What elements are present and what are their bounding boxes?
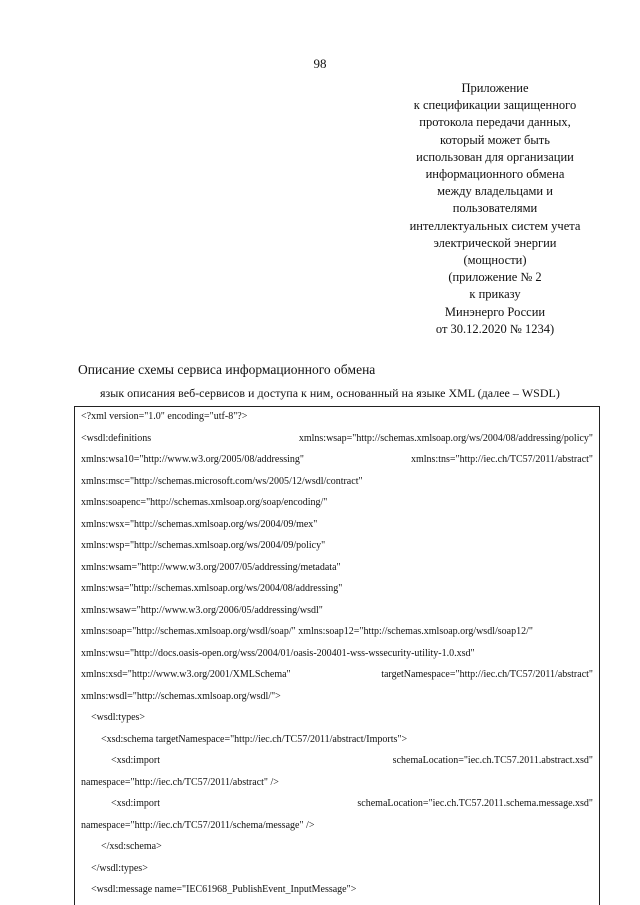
- appendix-line: который может быть: [440, 132, 550, 147]
- code-line-left: <wsdl:definitions: [81, 432, 152, 444]
- code-line-left: <wsdl:types>: [81, 712, 146, 723]
- code-line-left: <xsd:import: [81, 798, 160, 809]
- code-line-left: xmlns:wsa10="http://www.w3.org/2005/08/addressing": [81, 454, 304, 465]
- section-title: Описание схемы сервиса информационного обмена: [78, 362, 376, 377]
- code-line-left: xmlns:wsaw="http://www.w3.org/2006/05/addressing/wsdl": [81, 604, 323, 616]
- code-line: [81, 431, 593, 447]
- code-line-left: xmlns:wsdl="http://schemas.xmlsoap.org/wsdl/">: [81, 690, 281, 702]
- code-line: [81, 560, 593, 576]
- code-line-right: schemaLocation="iec.ch.TC57.2011.abstract.xsd": [392, 755, 593, 766]
- appendix-line: к спецификации защищенного: [413, 98, 577, 113]
- code-line: [81, 581, 593, 597]
- code-line: [81, 818, 593, 834]
- appendix-line: информационного обмена: [425, 167, 565, 182]
- code-line-left: <wsdl:message name="IEC61968_PublishEvent_InputMessage">: [81, 884, 357, 895]
- appendix-line: (мощности): [463, 253, 527, 268]
- code-line-left: </xsd:schema>: [81, 841, 162, 852]
- code-line-left: xmlns:xsd="http://www.w3.org/2001/XMLSchema": [81, 669, 291, 680]
- appendix-line: (приложение № 2: [448, 270, 542, 285]
- code-line: [81, 603, 593, 619]
- code-line-left: xmlns:wsu="http://docs.oasis-open.org/wss/2004/01/oasis-200401-wss-wssecurity-utility-1.0.xsd": [81, 647, 475, 659]
- code-listing-frame: [74, 406, 600, 905]
- appendix-line: пользователями: [452, 201, 538, 216]
- code-line-left: <xsd:schema targetNamespace="http://iec.ch/TC57/2011/abstract/Imports">: [81, 733, 408, 745]
- code-line: [81, 646, 593, 662]
- code-line: [81, 732, 593, 748]
- code-line: [81, 538, 593, 554]
- code-line-right: xmlns:wsap="http://schemas.xmlsoap.org/ws/2004/08/addressing/policy": [298, 432, 593, 444]
- code-line: [81, 882, 593, 898]
- code-line-left: xmlns:soap="http://schemas.xmlsoap.org/wsdl/soap/" xmlns:soap12="http://schemas.xmlsoap.org/wsdl/soap12/": [81, 626, 533, 637]
- code-line: [81, 839, 593, 855]
- appendix-block: [385, 80, 605, 338]
- code-line-left: namespace="http://iec.ch/TC57/2011/abstract" />: [81, 776, 279, 788]
- code-line-left: xmlns:wsp="http://schemas.xmlsoap.org/ws/2004/09/policy": [81, 540, 326, 551]
- appendix-line: электрической энергии: [433, 235, 557, 250]
- appendix-line: Минэнерго России: [444, 304, 546, 319]
- code-line-left: xmlns:wsa="http://schemas.xmlsoap.org/ws/2004/08/addressing": [81, 583, 343, 594]
- appendix-line: интеллектуальных систем учета: [409, 218, 581, 233]
- code-line: [81, 861, 593, 877]
- code-line-left: </wsdl:types>: [81, 862, 148, 874]
- code-line-right: schemaLocation="iec.ch.TC57.2011.schema.message.xsd": [357, 798, 593, 809]
- code-line-left: xmlns:soapenc="http://schemas.xmlsoap.org/soap/encoding/": [81, 497, 328, 508]
- code-line-left: xmlns:wsam="http://www.w3.org/2007/05/addressing/metadata": [81, 561, 341, 573]
- appendix-line: протокола передачи данных,: [419, 115, 571, 130]
- appendix-line: к приказу: [469, 287, 521, 302]
- code-line: [81, 624, 593, 640]
- appendix-line: между владельцами и: [437, 184, 553, 199]
- appendix-line: Приложение: [461, 81, 529, 95]
- code-line-right: xmlns:tns="http://iec.ch/TC57/2011/abstract": [410, 454, 593, 465]
- code-line: [81, 409, 593, 425]
- code-line: [81, 689, 593, 705]
- appendix-line: от 30.12.2020 № 1234): [435, 321, 555, 336]
- appendix-line: использован для организации: [416, 149, 574, 164]
- section-subtitle: язык описания веб-сервисов и доступа к ним, основанный на языке XML (далее – WSDL): [100, 386, 560, 400]
- code-line-left: <xsd:import: [81, 755, 160, 766]
- page-number: 98: [313, 56, 327, 71]
- code-line-left: xmlns:wsx="http://schemas.xmlsoap.org/ws/2004/09/mex": [81, 518, 318, 530]
- code-line: [81, 667, 593, 683]
- code-line-right: targetNamespace="http://iec.ch/TC57/2011/abstract": [381, 669, 593, 680]
- code-line: [81, 495, 593, 511]
- code-line: [81, 517, 593, 533]
- code-line: [81, 775, 593, 791]
- code-line: [81, 710, 593, 726]
- code-line-left: xmlns:msc="http://schemas.microsoft.com/ws/2005/12/wsdl/contract": [81, 475, 363, 487]
- code-line-left: <?xml version="1.0" encoding="utf-8"?>: [81, 411, 248, 422]
- code-line: [81, 474, 593, 490]
- code-line: [81, 753, 593, 769]
- code-line: [81, 796, 593, 812]
- code-line-left: namespace="http://iec.ch/TC57/2011/schema/message" />: [81, 819, 315, 831]
- code-line: [81, 452, 593, 468]
